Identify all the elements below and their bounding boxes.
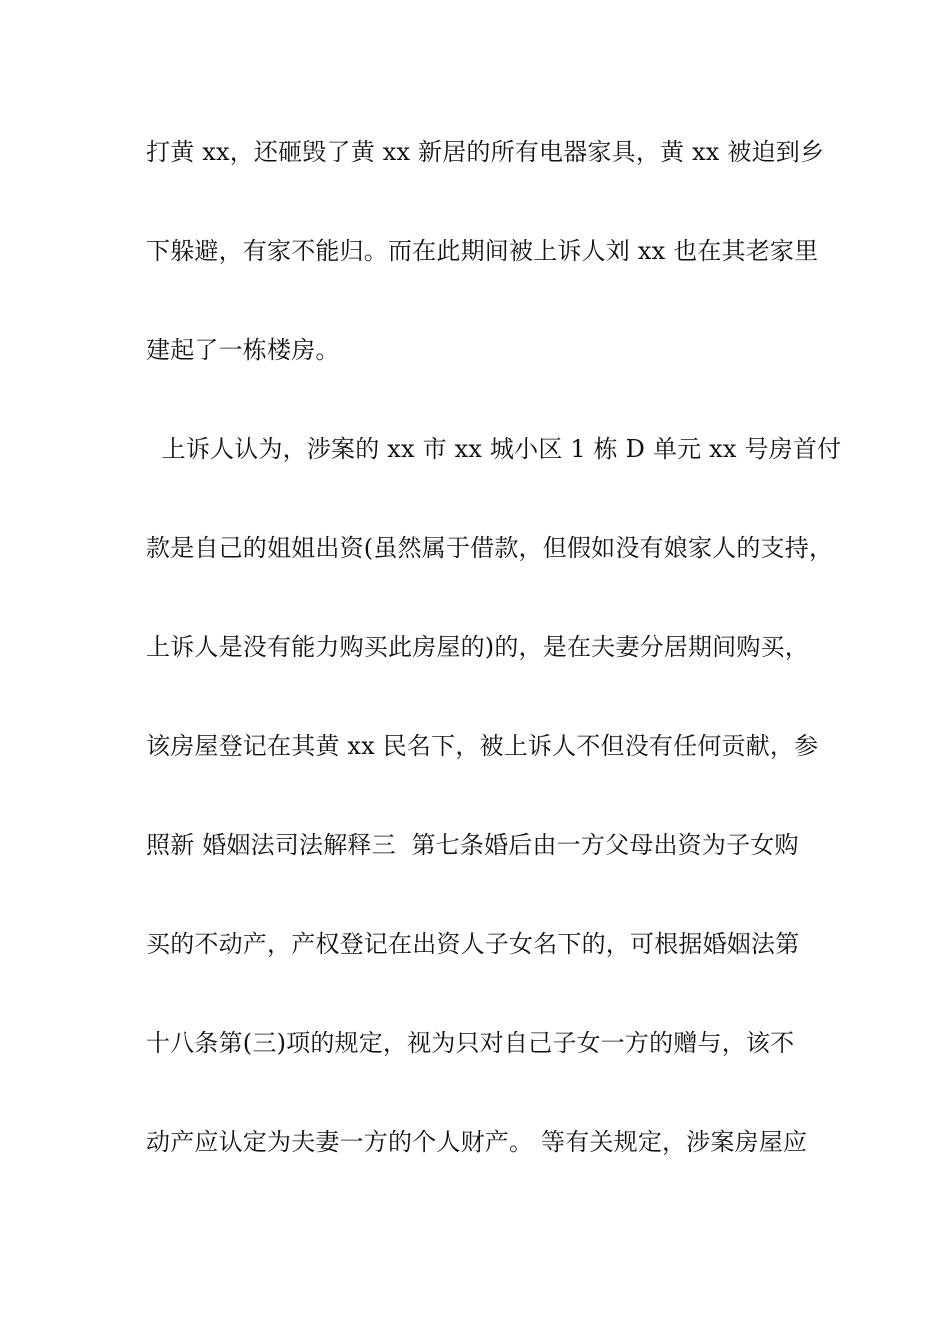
text-line-2: 下躲避，有家不能归。而在此期间被上诉人刘 xx 也在其老家里 (146, 237, 819, 265)
text-line-10: 十八条第(三)项的规定，视为只对自己子女一方的赠与，该不 (146, 1029, 795, 1057)
text-line-8: 照新 婚姻法司法解释三 第七条婚后由一方父母出资为子女购 (146, 831, 799, 859)
text-line-7: 该房屋登记在其黄 xx 民名下，被上诉人不但没有任何贡献，参 (146, 732, 819, 760)
text-line-9: 买的不动产，产权登记在出资人子女名下的，可根据婚姻法第 (146, 930, 800, 958)
text-line-1: 打黄 xx，还砸毁了黄 xx 新居的所有电器家具，黄 xx 被迫到乡 (146, 138, 825, 166)
text-line-11: 动产应认定为夫妻一方的个人财产。 等有关规定，涉案房屋应 (146, 1128, 808, 1156)
text-line-6: 上诉人是没有能力购买此房屋的)的，是在夫妻分居期间购买， (146, 633, 809, 661)
text-line-3: 建起了一栋楼房。 (146, 336, 340, 364)
text-line-5: 款是自己的姐姐出资(虽然属于借款，但假如没有娘家人的支持， (146, 534, 834, 562)
text-line-4: 上诉人认为，涉案的 xx 市 xx 城小区 1 栋 D 单元 xx 号房首付 (146, 435, 842, 463)
